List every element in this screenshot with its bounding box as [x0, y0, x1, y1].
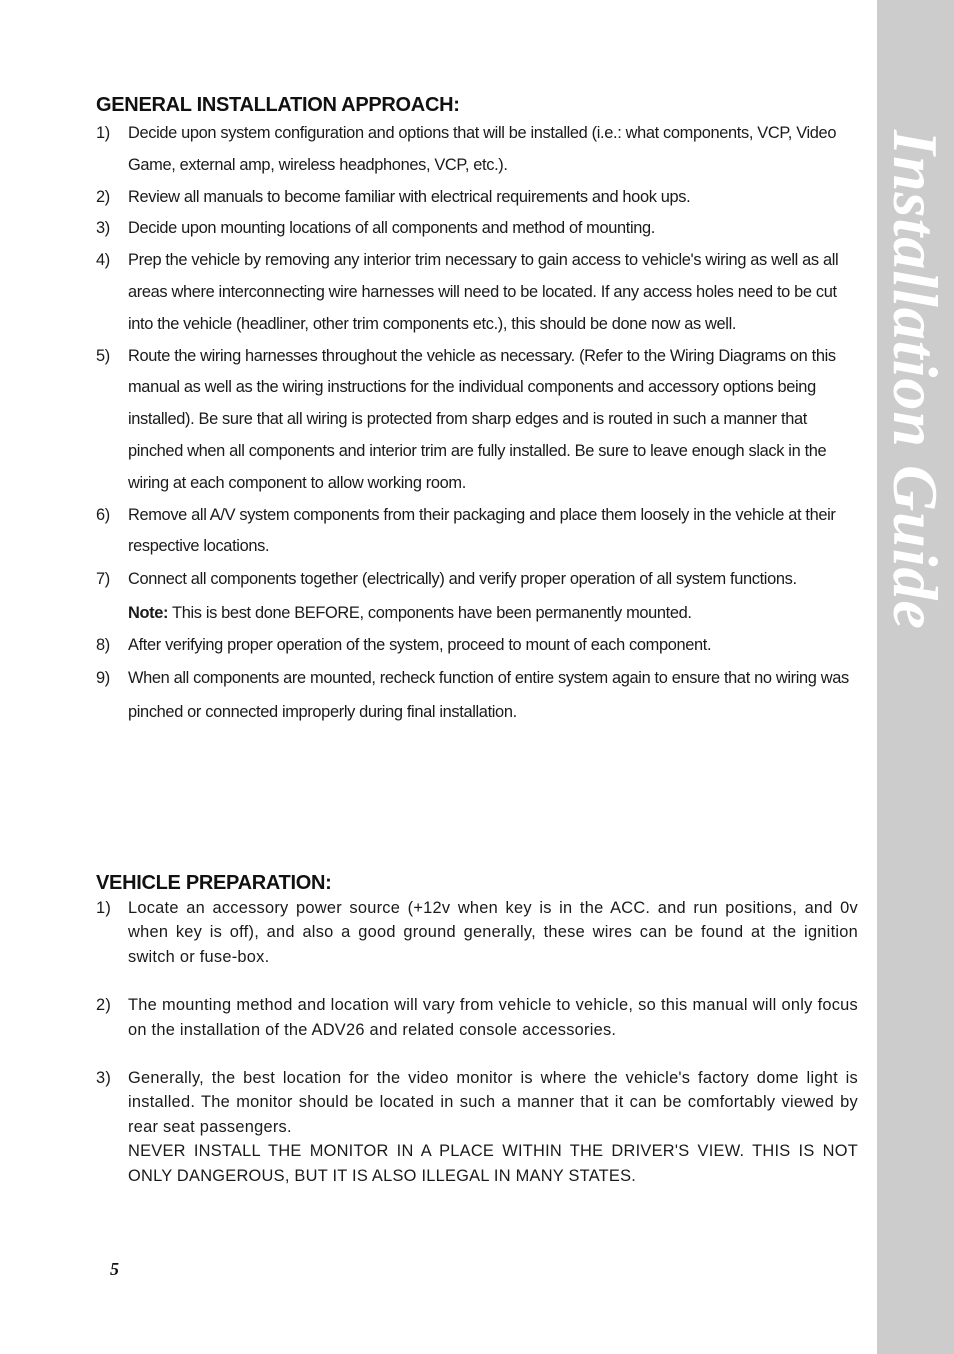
- item-number: 1): [96, 124, 110, 142]
- list-item: [96, 563, 858, 597]
- list-item: [96, 213, 858, 245]
- item-text: When all components are mounted, recheck function of entire system again to ensure that no wiring was pinched or connected improperly during final installation.: [128, 669, 849, 721]
- item-text: Route the wiring harnesses throughout the vehicle as necessary. (Refer to the Wiring Diagrams on this manual as well as the wiring instructions for the individual components and accessory options being installed). Be sure that all wiring is protected from sharp edges and is routed in such a manner that pinched when all components and interior trim are fully installed. Be sure to leave enough slack in the wiring at each component to allow working room.: [128, 346, 836, 492]
- vehicle-preparation-section: [96, 870, 858, 1212]
- item-number: 3): [96, 219, 110, 238]
- item-number: 9): [96, 669, 110, 688]
- item-text: Decide upon mounting locations of all components and method of mounting.: [128, 219, 655, 238]
- general-installation-section: [96, 92, 858, 729]
- list-item: [96, 341, 858, 500]
- item-text: Locate an accessory power source (+12v when key is in the ACC. and run positions, and 0v when key is off), and also a good ground generally, these wires can be found at the ignition switch or fuse-box.: [128, 899, 858, 966]
- vehicle-steps-list: [96, 896, 858, 1188]
- item-text: After verifying proper operation of the system, proceed to mount of each component.: [128, 635, 712, 654]
- note: [96, 597, 858, 629]
- list-item: [96, 896, 858, 969]
- item-number: 7): [96, 570, 110, 589]
- item-number: 1): [96, 899, 112, 917]
- item-text: Decide upon system configuration and options that will be installed (i.e.: what components, VCP, Video Game, external amp, wireless headphones, VCP, etc.).: [128, 124, 837, 174]
- item-number: 2): [96, 996, 112, 1015]
- general-steps-list-continued: [96, 629, 858, 730]
- item-number: 3): [96, 1069, 112, 1088]
- note-text: This is best done BEFORE, components have been permanently mounted.: [168, 603, 692, 622]
- item-number: 8): [96, 635, 110, 654]
- list-item: [96, 993, 858, 1042]
- list-item: [96, 629, 858, 663]
- item-text: Review all manuals to become familiar with electrical requirements and hook ups.: [128, 187, 691, 206]
- item-text: Prep the vehicle by removing any interior trim necessary to gain access to vehicle's wiring as well as all areas where interconnecting wire harnesses will need to be located. If any access holes need to be cut into the vehicle (headliner, other trim components etc.), this should be done now as well.: [128, 251, 839, 333]
- list-item: [96, 662, 858, 729]
- item-text: Remove all A/V system components from their packaging and place them loosely in the vehicle at their respective locations.: [128, 505, 836, 556]
- item-number: 6): [96, 505, 110, 524]
- item-text: Generally, the best location for the video monitor is where the vehicle's factory dome light is installed. The monitor should be located in such a manner that it can be comfortably viewed by rear seat passengers.: [128, 1069, 858, 1136]
- general-steps-list: [96, 118, 858, 597]
- note-label: Note:: [128, 603, 169, 622]
- side-title-text: Installation Guide: [880, 130, 951, 630]
- warning-text: NEVER INSTALL THE MONITOR IN A PLACE WITHIN THE DRIVER'S VIEW. THIS IS NOT ONLY DANGEROUS, BUT IT IS ALSO ILLEGAL IN MANY STATES.: [128, 1142, 858, 1185]
- section-heading: VEHICLE PREPARATION:: [96, 872, 332, 894]
- item-text: The mounting method and location will vary from vehicle to vehicle, so this manual will only focus on the installation of the ADV26 and related console accessories.: [128, 996, 858, 1039]
- list-item: [96, 245, 858, 340]
- list-item: [96, 182, 858, 214]
- item-text: Connect all components together (electrically) and verify proper operation of all system functions.: [128, 570, 797, 589]
- side-title: [877, 0, 954, 1354]
- item-number: 5): [96, 346, 110, 365]
- list-item: [96, 1066, 858, 1188]
- list-item: [96, 118, 858, 182]
- item-number: 4): [96, 251, 110, 270]
- list-item: [96, 500, 858, 564]
- item-number: 2): [96, 187, 110, 206]
- section-heading: GENERAL INSTALLATION APPROACH:: [96, 94, 460, 116]
- page-number: 5: [110, 1259, 119, 1279]
